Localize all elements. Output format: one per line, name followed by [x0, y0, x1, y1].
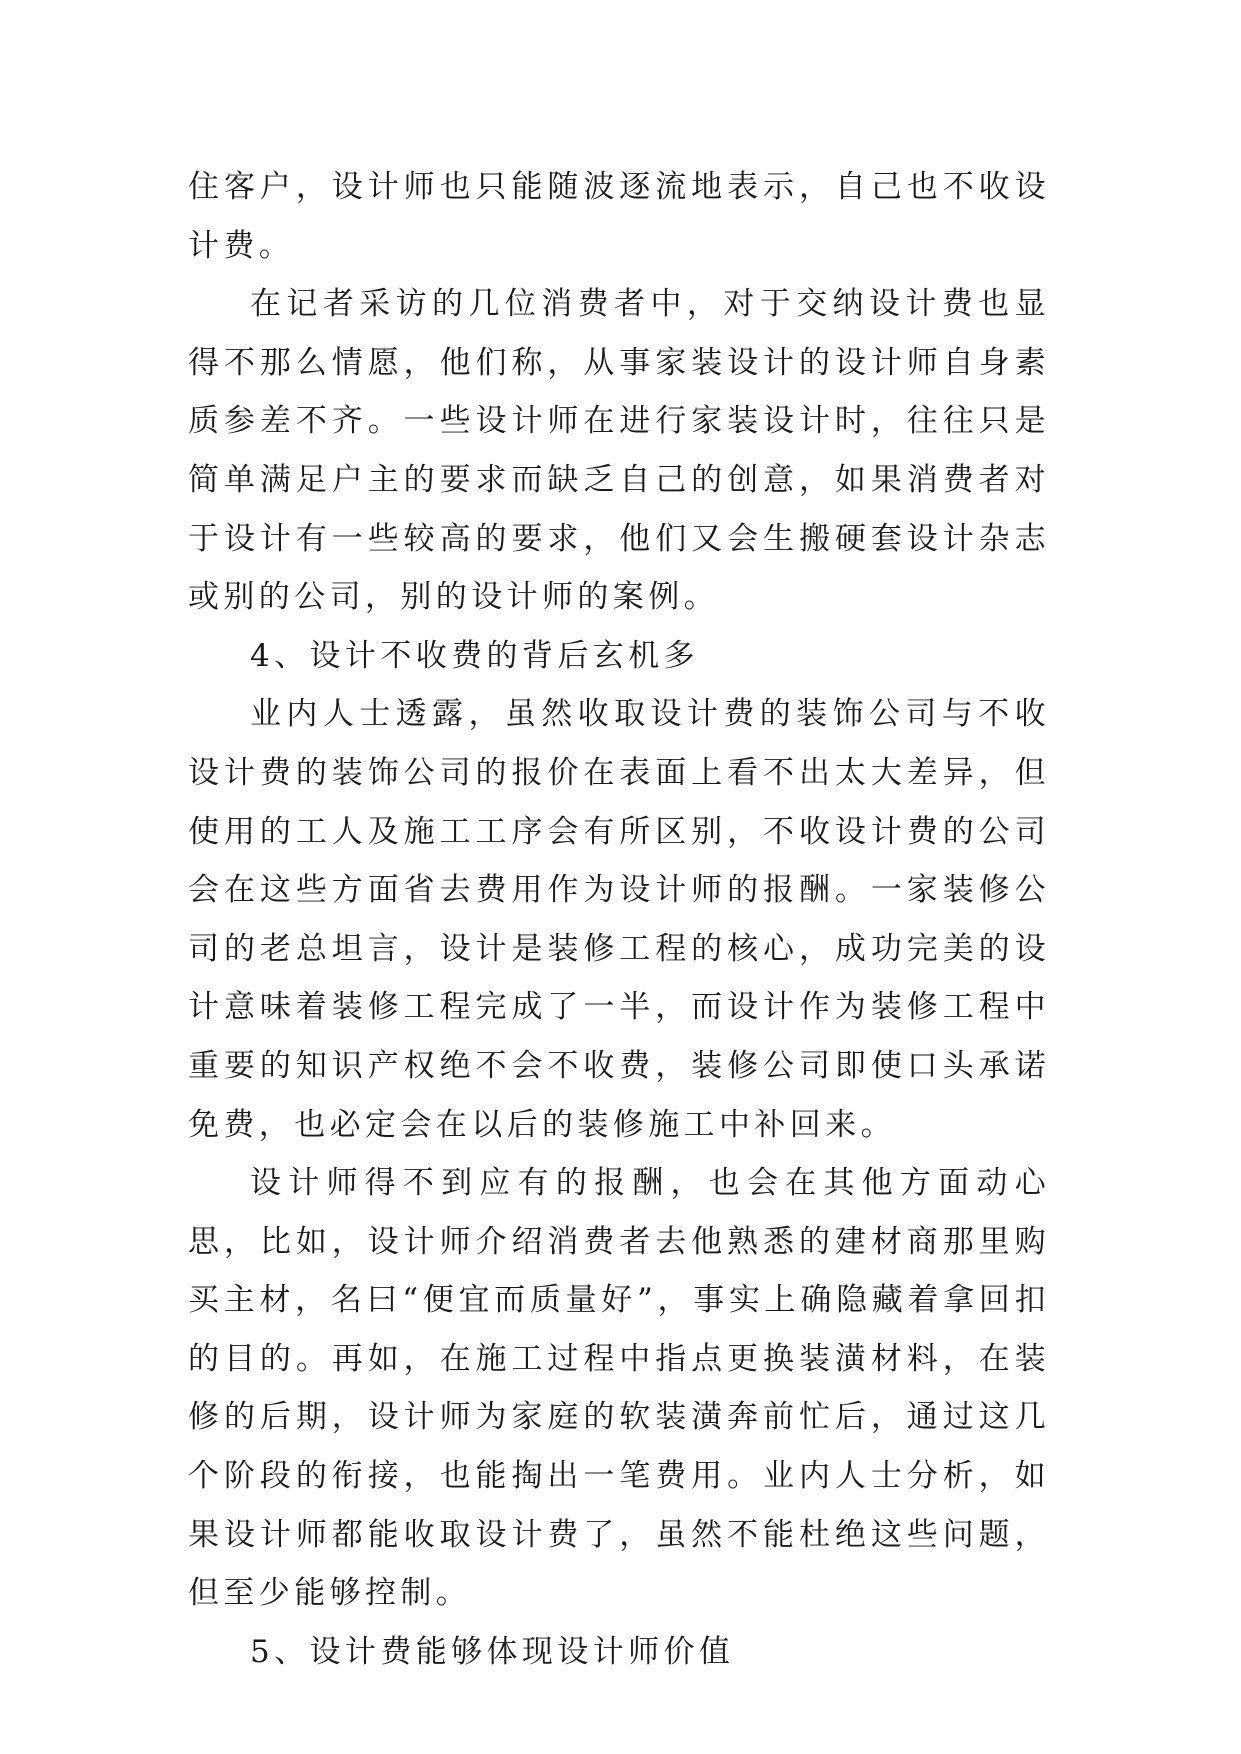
paragraph-consumers: 在记者采访的几位消费者中，对于交纳设计费也显得不那么情愿，他们称，从事家装设计的设计师自身素质参差不齐。一些设计师在进行家装设计时，往往只是简单满足户主的要求而缺乏自己的创意，如果消费者对于设计有一些较高的要求，他们又会生搬硬套设计杂志或别的公司，别的设计师的案例。: [188, 286, 1050, 616]
document-body: [188, 158, 1050, 1681]
section-heading-4: 4、设计不收费的背后玄机多: [250, 637, 699, 674]
paragraph-designer-compensation: 设计师得不到应有的报酬，也会在其他方面动心思，比如，设计师介绍消费者去他熟悉的建材商那里购买主材，名曰“便宜而质量好”，事实上确隐藏着拿回扣的目的。再如，在施工过程中指点更换装潢材料，在装修的后期，设计师为家庭的软装潢奔前忙后，通过这几个阶段的衔接，也能掏出一笔费用。业内人士分析，如果设计师都能收取设计费了，虽然不能杜绝这些问题，但至少能够控制。: [188, 1165, 1050, 1612]
paragraph-insiders: 业内人士透露，虽然收取设计费的装饰公司与不收设计费的装饰公司的报价在表面上看不出太大差异，但使用的工人及施工工序会有所区别，不收设计费的公司会在这些方面省去费用作为设计师的报酬。一家装修公司的老总坦言，设计是装修工程的核心，成功完美的设计意味着装修工程完成了一半，而设计作为装修工程中重要的知识产权绝不会不收费，装修公司即使口头承诺免费，也必定会在以后的装修施工中补回来。: [188, 696, 1050, 1143]
section-heading-5: 5、设计费能够体现设计师价值: [250, 1633, 735, 1670]
paragraph-continuation: 住客户，设计师也只能随波逐流地表示，自己也不收设计费。: [188, 169, 1050, 264]
